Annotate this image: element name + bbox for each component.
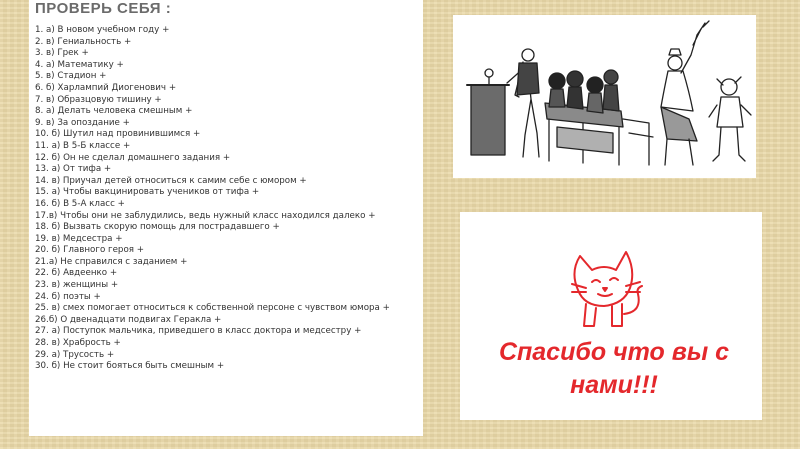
answer-item: 12. б) Он не сделал домашнего задания + — [35, 152, 231, 163]
answer-item: 5. в) Стадион + — [35, 71, 107, 82]
answers-title: ПРОВЕРЬ СЕБЯ : — [35, 0, 172, 17]
answer-item: 17.в) Чтобы они не заблудились, ведь нужный класс находился далеко + — [35, 210, 376, 221]
answer-item: 23. в) женщины + — [35, 280, 119, 291]
answer-item: 25. в) смех помогает относиться к собственной персоне с чувством юмора + — [35, 303, 390, 314]
answer-item: 15. а) Чтобы вакцинировать учеников от тифа + — [35, 187, 260, 198]
answer-item: 30. б) Не стоит бояться быть смешным + — [35, 361, 225, 372]
answer-item: 1. а) В новом учебном году + — [35, 25, 170, 35]
answer-item: 16. б) В 5-А класс + — [35, 198, 125, 209]
answer-item: 22. б) Авдеенко + — [35, 268, 118, 279]
answer-item: 21.а) Не справился с заданием + — [35, 256, 188, 267]
answer-item: 19. в) Медсестра + — [35, 233, 123, 244]
thanks-text: Спасибо что вы с нами!!! — [498, 338, 730, 399]
classroom-illustration — [453, 15, 756, 178]
answer-item: 7. в) Образцовую тишину + — [35, 94, 162, 105]
answer-item: 18. б) Вызвать скорую помощь для пострадавшего + — [35, 222, 280, 233]
answer-item: 28. в) Храбрость + — [35, 338, 121, 349]
answer-item: 6. б) Харлампий Диогенович + — [35, 82, 177, 93]
answers-list — [35, 25, 417, 373]
answer-item: 4. а) Математику + — [35, 59, 124, 70]
answer-item: 20. б) Главного героя + — [35, 245, 145, 256]
classroom-illustration-icon — [453, 15, 756, 178]
answer-item: 3. в) Грек + — [35, 48, 89, 59]
answer-item: 2. в) Гениальность + — [35, 36, 132, 47]
answers-panel — [29, 0, 423, 436]
answer-item: 27. а) Поступок мальчика, приведшего в класс доктора и медсестру + — [35, 326, 362, 337]
answer-item: 9. в) За опоздание + — [35, 117, 130, 128]
answer-item: 11. а) В 5-Б классе + — [35, 140, 131, 151]
answer-item: 29. а) Трусость + — [35, 349, 115, 360]
answer-item: 13. а) От тифа + — [35, 164, 112, 175]
cat-icon — [564, 242, 654, 334]
thanks-card — [460, 212, 762, 420]
answer-item: 24. б) поэты + — [35, 291, 101, 302]
answer-item: 26.б) О двенадцати подвигах Геракла + — [35, 314, 222, 325]
answer-item: 14. в) Приучал детей относиться к самим себе с юмором + — [35, 175, 307, 186]
answer-item: 10. б) Шутил над провинившимся + — [35, 129, 201, 140]
answer-item: 8. а) Делать человека смешным + — [35, 106, 193, 117]
